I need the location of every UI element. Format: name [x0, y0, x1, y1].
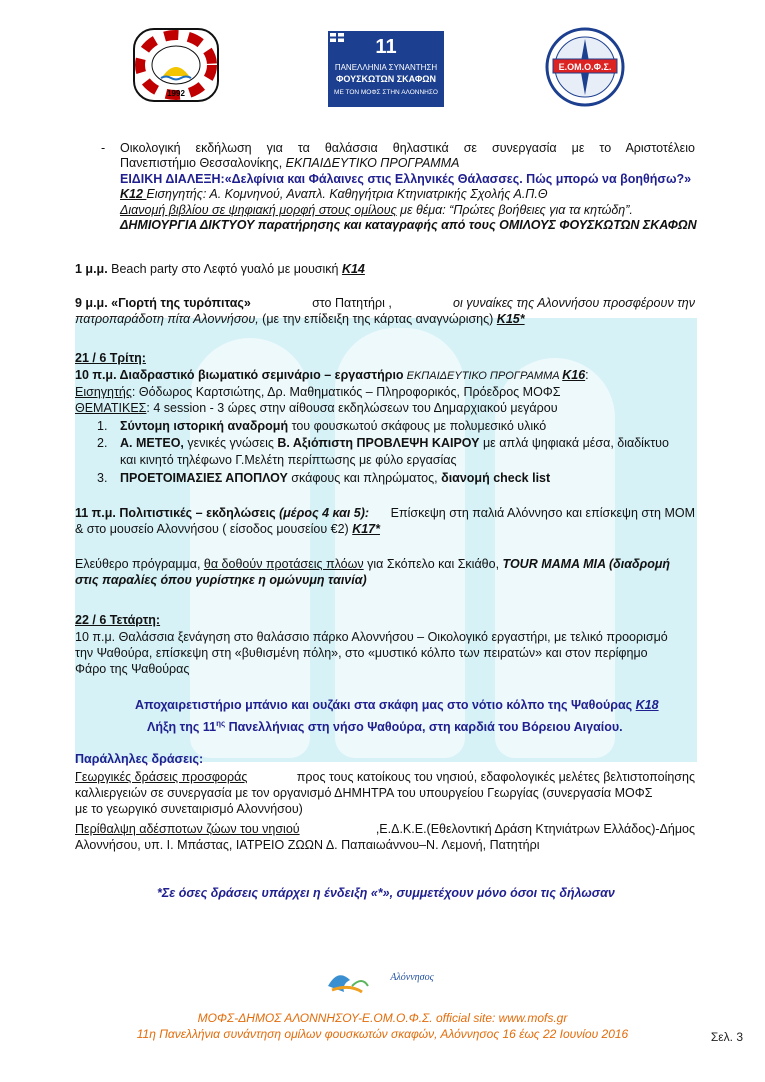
code-tag: Κ14 — [341, 262, 365, 276]
text-line: 10 π.μ. Θαλάσσια ξενάγηση στο θαλάσσιο πάρκο Αλοννήσου – Οικολογικό εργαστήρι, με τελικό προορισμό — [75, 630, 668, 644]
day-heading: 22 / 6 Τετάρτη: — [75, 613, 161, 627]
text-line: καλλιεργειών σε συνεργασία με τον οργανισμό ΔΗΜΗΤΡΑ του υπουργείου Γεωργίας (συνεργασία ΜΟΦΣ — [75, 786, 653, 800]
text-span: : — [585, 368, 589, 382]
text-span: ΕΚΠΑΙΔΕΥΤΙΚΟ ΠΡΟΓΡΑΜΜΑ — [403, 370, 563, 382]
text-span: 9 μ.μ. «Γιορτή της τυρόπιτας» — [75, 296, 251, 310]
text-span: ,Ε.Δ.Κ.Ε.(Εθελοντική Δράση Κτηνιάτρων Ελλάδος)-Δήμος — [375, 822, 695, 836]
text-span: διανομή check list — [441, 471, 551, 485]
text-span: Αποχαιρετιστήριο μπάνιο και ουζάκι στα σκάφη μας στο νότιο κόλπο της Ψαθούρας — [135, 698, 636, 712]
logo-line: ΦΟΥΣΚΩΤΩΝ ΣΚΑΦΩΝ — [335, 74, 437, 84]
text-span: 10 π.μ. Διαδραστικό βιωματικό σεμινάριο – εργαστήριο — [75, 368, 404, 382]
text-line — [75, 557, 670, 572]
logo-line: ΜΕ ΤΟΝ ΜΟΦΣ ΣΤΗΝ ΑΛΟΝΝΗΣΟ — [334, 89, 438, 96]
text-line — [75, 522, 380, 537]
header-logos — [0, 0, 765, 120]
text-span: Β. Αξιόπιστη ΠΡΟΒΛΕΨΗ ΚΑΙΡΟΥ — [277, 436, 480, 450]
text-line — [75, 312, 525, 327]
text-span: : 4 session - 3 ώρες στην αίθουσα εκδηλώσεων του Δημαρχιακού μεγάρου — [146, 401, 558, 415]
text-span: Beach party στο Λεφτό γυαλό με μουσική — [107, 262, 342, 276]
text-line — [75, 822, 695, 837]
mofs-logo — [133, 28, 219, 102]
text-line: στις παραλίες όπου γυρίστηκε η ομώνυμη ταινία) — [75, 573, 367, 587]
event-logo — [328, 31, 444, 107]
page-number: Σελ. 3 — [710, 1030, 743, 1044]
closing-line — [147, 716, 623, 735]
list-number: 2. — [97, 436, 108, 450]
text-line — [120, 203, 633, 218]
text-span: Πανεπιστήμιο Θεσσαλονίκης, — [120, 156, 286, 170]
text-span: Α. ΜΕΤΕΟ, — [120, 436, 184, 450]
footer-line: 11η Πανελλήνια συνάντηση ομίλων φουσκωτών σκαφών, Αλόννησος 16 έως 22 Ιουνίου 2016 — [136, 1027, 629, 1041]
text-span: Σύντομη ιστορική αναδρομή — [120, 419, 289, 433]
text-line: Φάρο της Ψαθούρας — [75, 662, 190, 676]
code-tag: Κ12 — [120, 187, 147, 201]
text-line — [75, 401, 558, 416]
text-span: Εισηγητής — [75, 385, 132, 399]
text-span: : Θόδωρος Καρτσιώτης, Δρ. Μαθηματικός – Πληροφορικός, Πρόεδρος ΜΟΦΣ — [131, 385, 561, 399]
eomofs-logo — [543, 27, 627, 107]
text-line — [75, 385, 561, 400]
text-line — [75, 770, 695, 785]
text-span: 11 π.μ. Πολιτιστικές – εκδηλώσεις — [75, 506, 280, 520]
list-item — [120, 436, 669, 451]
text-line: ΔΗΜΙΟΥΡΓΙΑ ΔΙΚΤΥΟΥ παρατήρησης και καταγραφής από τους ΟΜΙΛΟΥΣ ΦΟΥΣΚΩΤΩΝ ΣΚΑΦΩΝ — [120, 218, 697, 232]
special-lecture: ΕΙΔΙΚΗ ΔΙΑΛΕΞΗ:«Δελφίνια και Φάλαινες στις Ελληνικές Θάλασσες. Πώς μπορώ να βοηθήσω?» — [120, 172, 692, 186]
logo-text: Ε.ΟΜ.Ο.Φ.Σ. — [558, 62, 612, 72]
text-span: TOUR MAMA MIA — [502, 557, 606, 571]
text-span: Γεωργικές δράσεις προσφοράς — [75, 770, 248, 784]
day-heading: 21 / 6 Τρίτη: — [75, 351, 146, 365]
text-span: σκάφους και πληρώματος, — [287, 471, 442, 485]
text-line — [75, 368, 589, 384]
text-span: στο Πατητήρι , — [312, 296, 392, 310]
participation-note: *Σε όσες δράσεις υπάρχει η ένδειξη «*», συμμετέχουν μόνο όσοι τις δήλωσαν — [157, 886, 615, 900]
text-span: Περίθαλψη αδέσποτων ζώων του νησιού — [75, 822, 300, 836]
text-span: (διαδρομή — [605, 557, 671, 571]
bullet-dash: - — [101, 141, 106, 155]
list-number: 1. — [97, 419, 108, 433]
text-span: (μέρος 4 και 5): — [279, 506, 370, 520]
section-heading: Παράλληλες δράσεις: — [75, 752, 204, 766]
text-line: Οικολογική εκδήλωση για τα θαλάσσια θηλαστικά σε συνεργασία με το Αριστοτέλειο — [120, 141, 695, 155]
alonnisos-logo — [322, 956, 444, 1004]
text-span: με απλά ψηφιακά μέσα, διαδίκτυο — [479, 436, 669, 450]
text-span: Πανελλήνιας στη νήσο Ψαθούρα, στη καρδιά του Βόρειου Αιγαίου. — [225, 720, 623, 735]
code-tag: Κ17* — [352, 522, 380, 536]
footer-line: ΜΟΦΣ-ΔΗΜΟΣ ΑΛΟΝΝΗΣΟΥ-Ε.ΟΜ.Ο.Φ.Σ. official site: www.mofs.gr — [197, 1011, 568, 1025]
text-line — [75, 506, 695, 521]
text-line — [75, 296, 695, 311]
text-span: προς τους κατοίκους του νησιού, εδαφολογικές μελέτες βελτιστοποίησης — [296, 770, 695, 784]
text-span: Ελεύθερο πρόγραμμα, — [75, 557, 204, 571]
text-span: οι γυναίκες της Αλοννήσου προσφέρουν την — [453, 296, 695, 310]
logo-text: Αλόννησος — [390, 972, 434, 983]
farewell-line — [135, 698, 659, 713]
text-span: του φουσκωτού σκάφους με πολυμεσικό υλικό — [288, 419, 547, 433]
text-span: ΠΡΟΕΤΟΙΜΑΣΙΕΣ ΑΠΟΠΛΟΥ — [120, 471, 288, 485]
beach-party-line — [75, 262, 365, 277]
text-span: Εισηγητής: Α. Κομνηνού, Αναπλ. Καθηγήτρια Κτηνιατρικής Σχολής Α.Π.Θ — [146, 187, 548, 201]
text-span: (με την επίδειξη της κάρτας αναγνώρισης) — [258, 312, 497, 326]
text-span: 1 μ.μ. — [75, 262, 108, 276]
list-number: 3. — [97, 471, 108, 485]
text-span: θα δοθούν προτάσεις πλόων — [203, 557, 364, 571]
list-item — [120, 419, 546, 434]
text-span: ΘΕΜΑΤΙΚΕΣ — [75, 401, 147, 415]
logo-line: ΠΑΝΕΛΛΗΝΙΑ ΣΥΝΑΝΤΗΣΗ — [334, 63, 438, 72]
text-span: Διανομή βιβλίου σε ψηφιακή μορφή στους ομίλους — [120, 203, 397, 217]
svg-text:11: 11 — [375, 36, 397, 58]
text-line: την Ψαθούρα, επίσκεψη στη «βυθισμένη πόλη», στο «μυστικό κόλπο των πειρατών» και στον περίφημο — [75, 646, 648, 660]
text-span: Λήξη της 11 — [147, 720, 217, 735]
text-span: για Σκόπελο και Σκιάθο, — [363, 557, 503, 571]
text-span: πατροπαράδοτη πίτα Αλοννήσου, — [75, 312, 259, 326]
logo-year: 1992 — [167, 89, 185, 98]
text-line: Αλοννήσου, υπ. Ι. Μπάστας, ΙΑΤΡΕΙΟ ΖΩΩΝ Δ. Παπαιωάννου–Ν. Λεμονή, Πατητήρι — [75, 838, 540, 852]
text-line — [120, 156, 459, 171]
code-tag: Κ18 — [635, 698, 659, 712]
text-line: με το γεωργικό συνεταιρισμό Αλοννήσου) — [75, 802, 303, 816]
code-tag: Κ15* — [496, 312, 525, 326]
superscript: ης — [216, 719, 226, 728]
text-span: γενικές γνώσεις — [183, 436, 278, 450]
text-span: ΕΚΠΑΙΔΕΥΤΙΚΟ ΠΡΟΓΡΑΜΜΑ — [285, 156, 460, 170]
list-item-continuation: και κινητό τηλέφωνο Γ.Μελέτη περίπτωσης με φύλο εργασίας — [120, 453, 457, 467]
text-span: & στο μουσείο Αλοννήσου ( είσοδος μουσείου €2) — [75, 522, 353, 536]
text-line — [120, 187, 548, 202]
text-span: με θέμα: “Πρώτες βοήθειες για τα κητώδη”. — [396, 203, 633, 217]
text-span: Επίσκεψη στη παλιά Αλόννησο και επίσκεψη στη ΜΟΜ — [390, 506, 695, 520]
code-tag: Κ16 — [562, 368, 586, 382]
list-item — [120, 471, 550, 486]
